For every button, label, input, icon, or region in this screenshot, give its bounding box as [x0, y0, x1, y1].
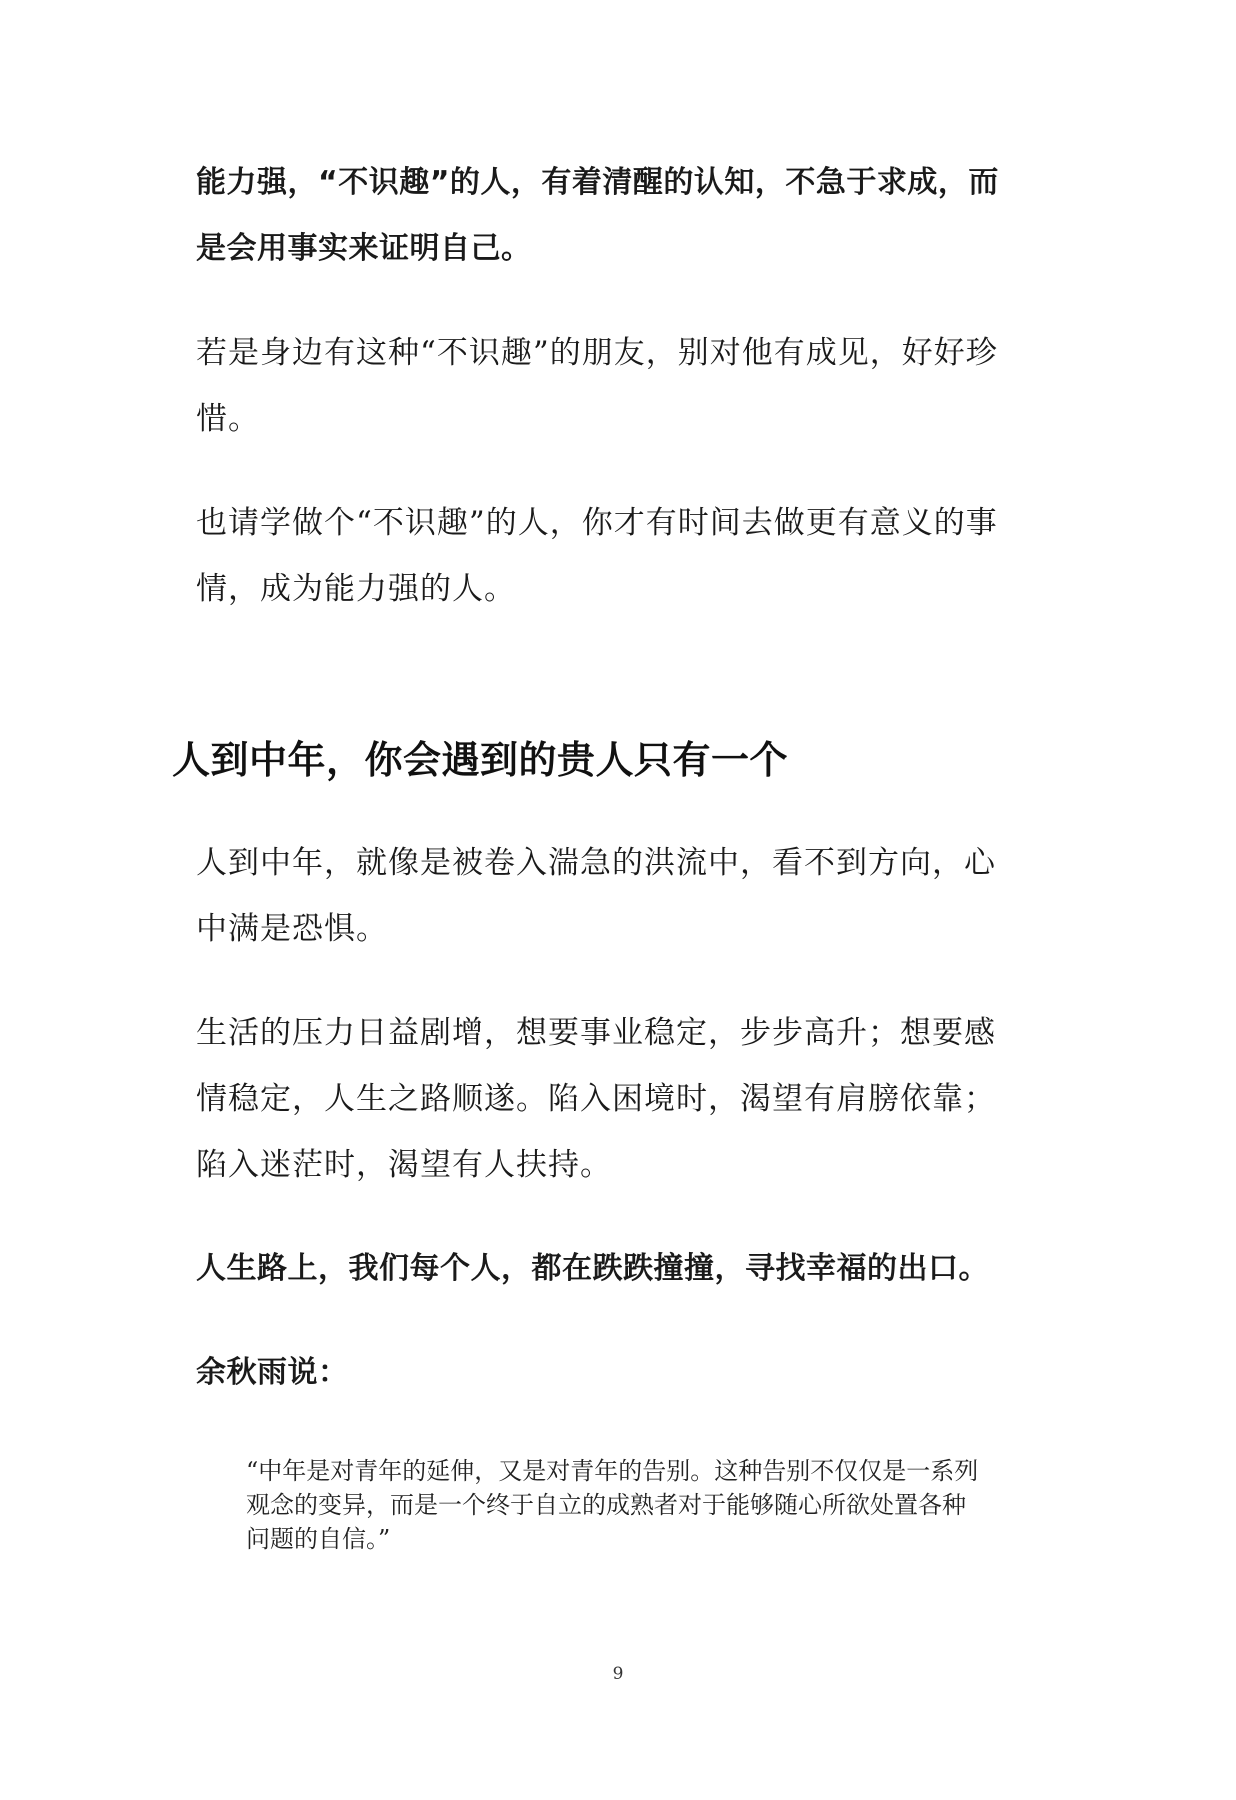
page-number: 9 [612, 1664, 624, 1684]
paragraph-bold-life-road: 人生路上，我们每个人，都在跌跌撞撞，寻找幸福的出口。 [196, 1251, 989, 1286]
quote-block: “中年是对青年的延伸，又是对青年的告别。这种告别不仅仅是一系列观念的变异，而是一个终于自立的成熟者对于能够随心所欲处置各种问题的自信。” [246, 1457, 979, 1553]
paragraph-learn: 也请学做个“不识趣”的人，你才有时间去做更有意义的事情，成为能力强的人。 [196, 505, 998, 607]
paragraph-bold-ability: 能力强，“不识趣”的人，有着清醒的认知，不急于求成，而是会用事实来证明自己。 [196, 165, 999, 266]
paragraph-life-pressure: 生活的压力日益剧增，想要事业稳定，步步高升；想要感情稳定，人生之路顺遂。陷入困境时，渴望有肩膀依靠；陷入迷茫时，渴望有人扶持。 [196, 1015, 996, 1183]
quote-attribution: 余秋雨说： [196, 1355, 349, 1390]
paragraph-friend: 若是身边有这种“不识趣”的朋友，别对他有成见，好好珍惜。 [196, 335, 998, 437]
section-heading: 人到中年，你会遇到的贵人只有一个 [172, 738, 789, 782]
paragraph-middle-age: 人到中年，就像是被卷入湍急的洪流中，看不到方向，心中满是恐惧。 [196, 845, 996, 947]
